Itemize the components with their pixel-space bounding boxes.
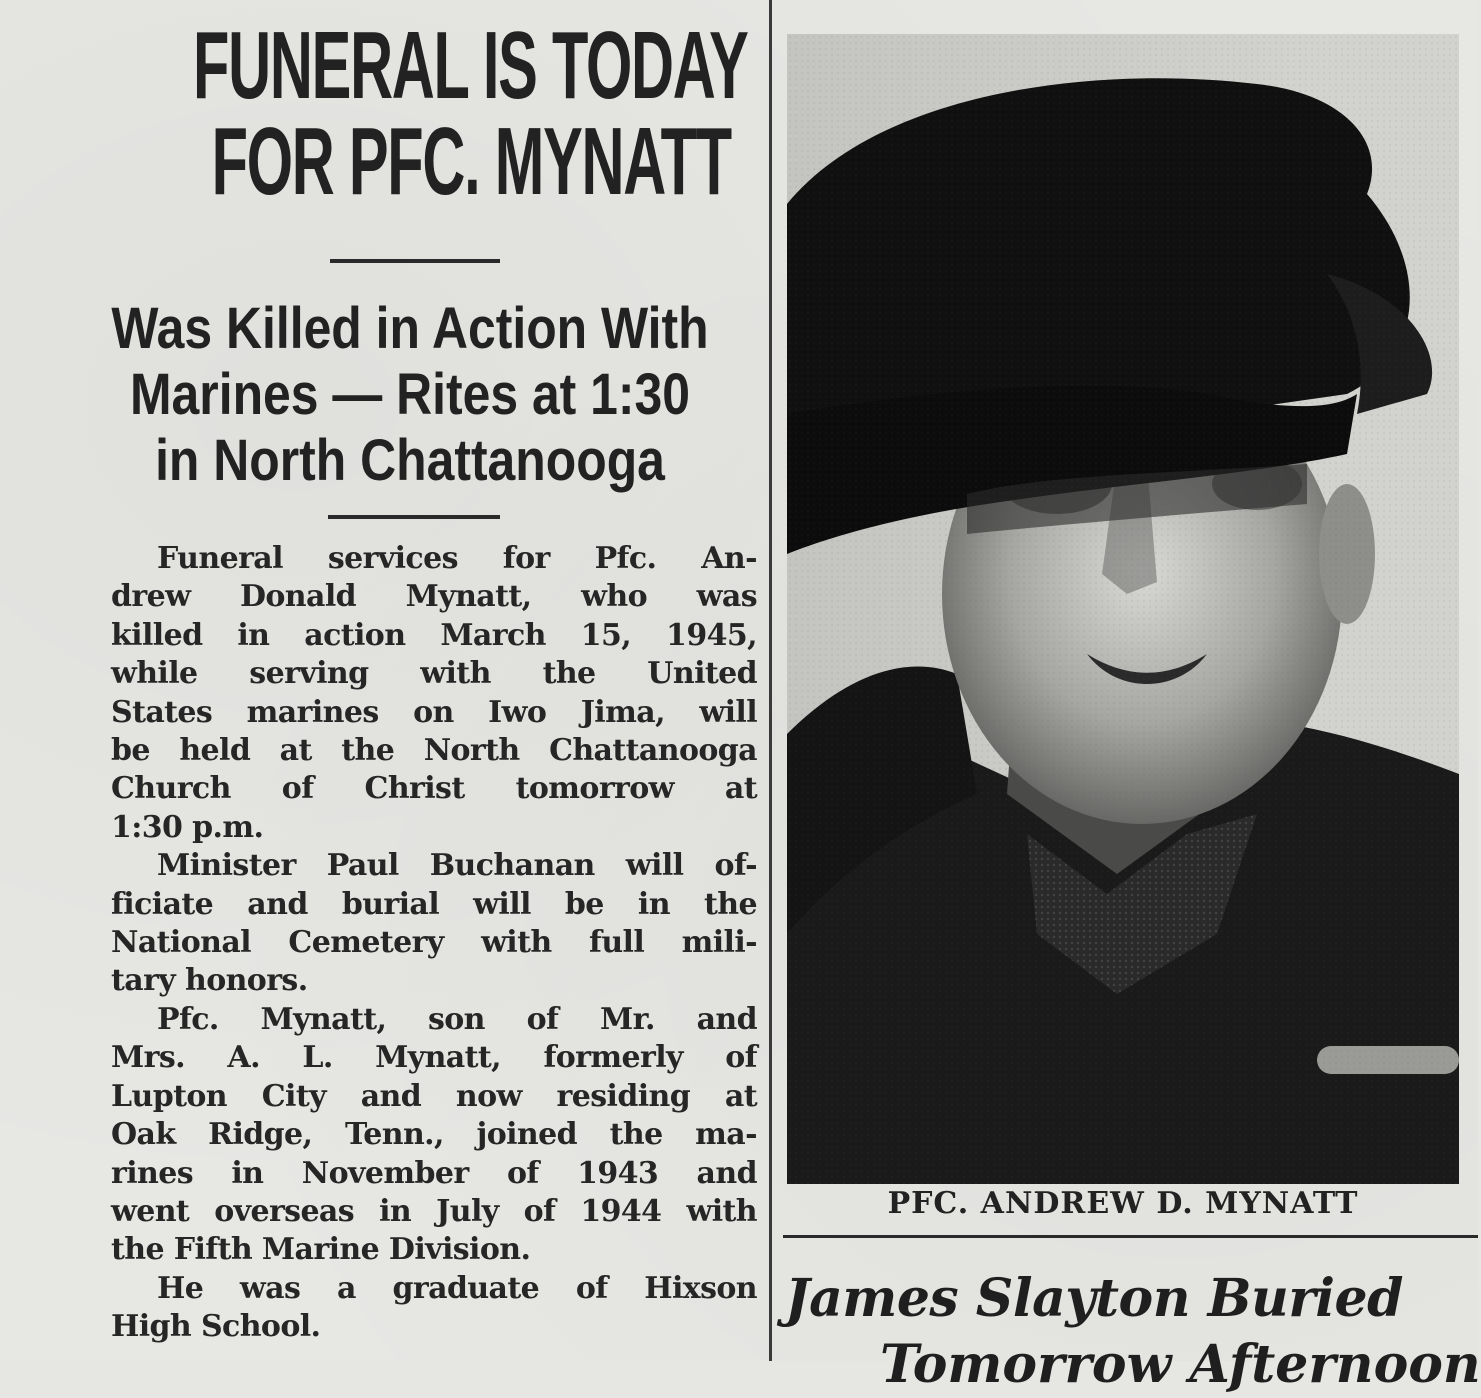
- body-line: Mrs. A. L. Mynatt, formerly of: [111, 1040, 757, 1076]
- body-line: killed in action March 15, 1945,: [111, 617, 757, 653]
- body-line: went overseas in July of 1944 with: [111, 1193, 757, 1229]
- deck-rule: [328, 515, 500, 519]
- paragraph-2: [65, 847, 757, 1001]
- deck-line-2: Marines — Rites at 1:30: [130, 362, 690, 427]
- headline: [193, 12, 748, 215]
- deck-line-3: in North Chattanooga: [155, 428, 665, 493]
- paragraph-3: [65, 1001, 757, 1270]
- body-line: 1:30 p.m.: [111, 809, 264, 845]
- next-article-headline: James Slayton Buried: [785, 1268, 1403, 1329]
- body-line: drew Donald Mynatt, who was: [111, 579, 757, 615]
- headline-rule: [330, 259, 500, 263]
- body-line: Oak Ridge, Tenn., joined the ma-: [111, 1117, 757, 1153]
- next-article-headline-cut: [880, 1334, 1481, 1395]
- body-line: be held at the North Chattanooga: [111, 733, 757, 769]
- body-line: He was a graduate of Hixson: [157, 1270, 757, 1306]
- body-line: the Fifth Marine Division.: [111, 1232, 531, 1268]
- headline-line-2: FOR PFC. MYNATT: [211, 108, 731, 215]
- article-body: [65, 540, 757, 1347]
- headline-line-1: FUNERAL IS TODAY: [193, 12, 748, 119]
- body-line: National Cemetery with full mili-: [111, 925, 757, 961]
- body-line: Minister Paul Buchanan will of-: [157, 848, 757, 884]
- body-line: while serving with the United: [111, 656, 757, 692]
- next-article-headline-line-2: Tomorrow Afternoon: [880, 1334, 1481, 1395]
- body-line: Lupton City and now residing at: [111, 1078, 757, 1114]
- portrait-photo: [787, 34, 1459, 1184]
- column-divider: [769, 0, 772, 1361]
- photo-caption: PFC. ANDREW D. MYNATT: [887, 1186, 1359, 1221]
- body-line: High School.: [111, 1309, 321, 1345]
- paragraph-1: [65, 540, 757, 847]
- section-rule: [783, 1235, 1478, 1238]
- body-line: tary honors.: [111, 963, 308, 999]
- body-line: States marines on Iwo Jima, will: [111, 694, 757, 730]
- deck-subheadline: [92, 296, 728, 494]
- body-line: Church of Christ tomorrow at: [111, 771, 757, 807]
- deck-line-1: Was Killed in Action With: [111, 296, 709, 361]
- body-line: ficiate and burial will be in the: [111, 886, 757, 922]
- body-line: Funeral services for Pfc. An-: [157, 541, 757, 576]
- paragraph-4: [65, 1270, 757, 1347]
- body-line: Pfc. Mynatt, son of Mr. and: [157, 1001, 757, 1037]
- body-line: rines in November of 1943 and: [111, 1155, 757, 1191]
